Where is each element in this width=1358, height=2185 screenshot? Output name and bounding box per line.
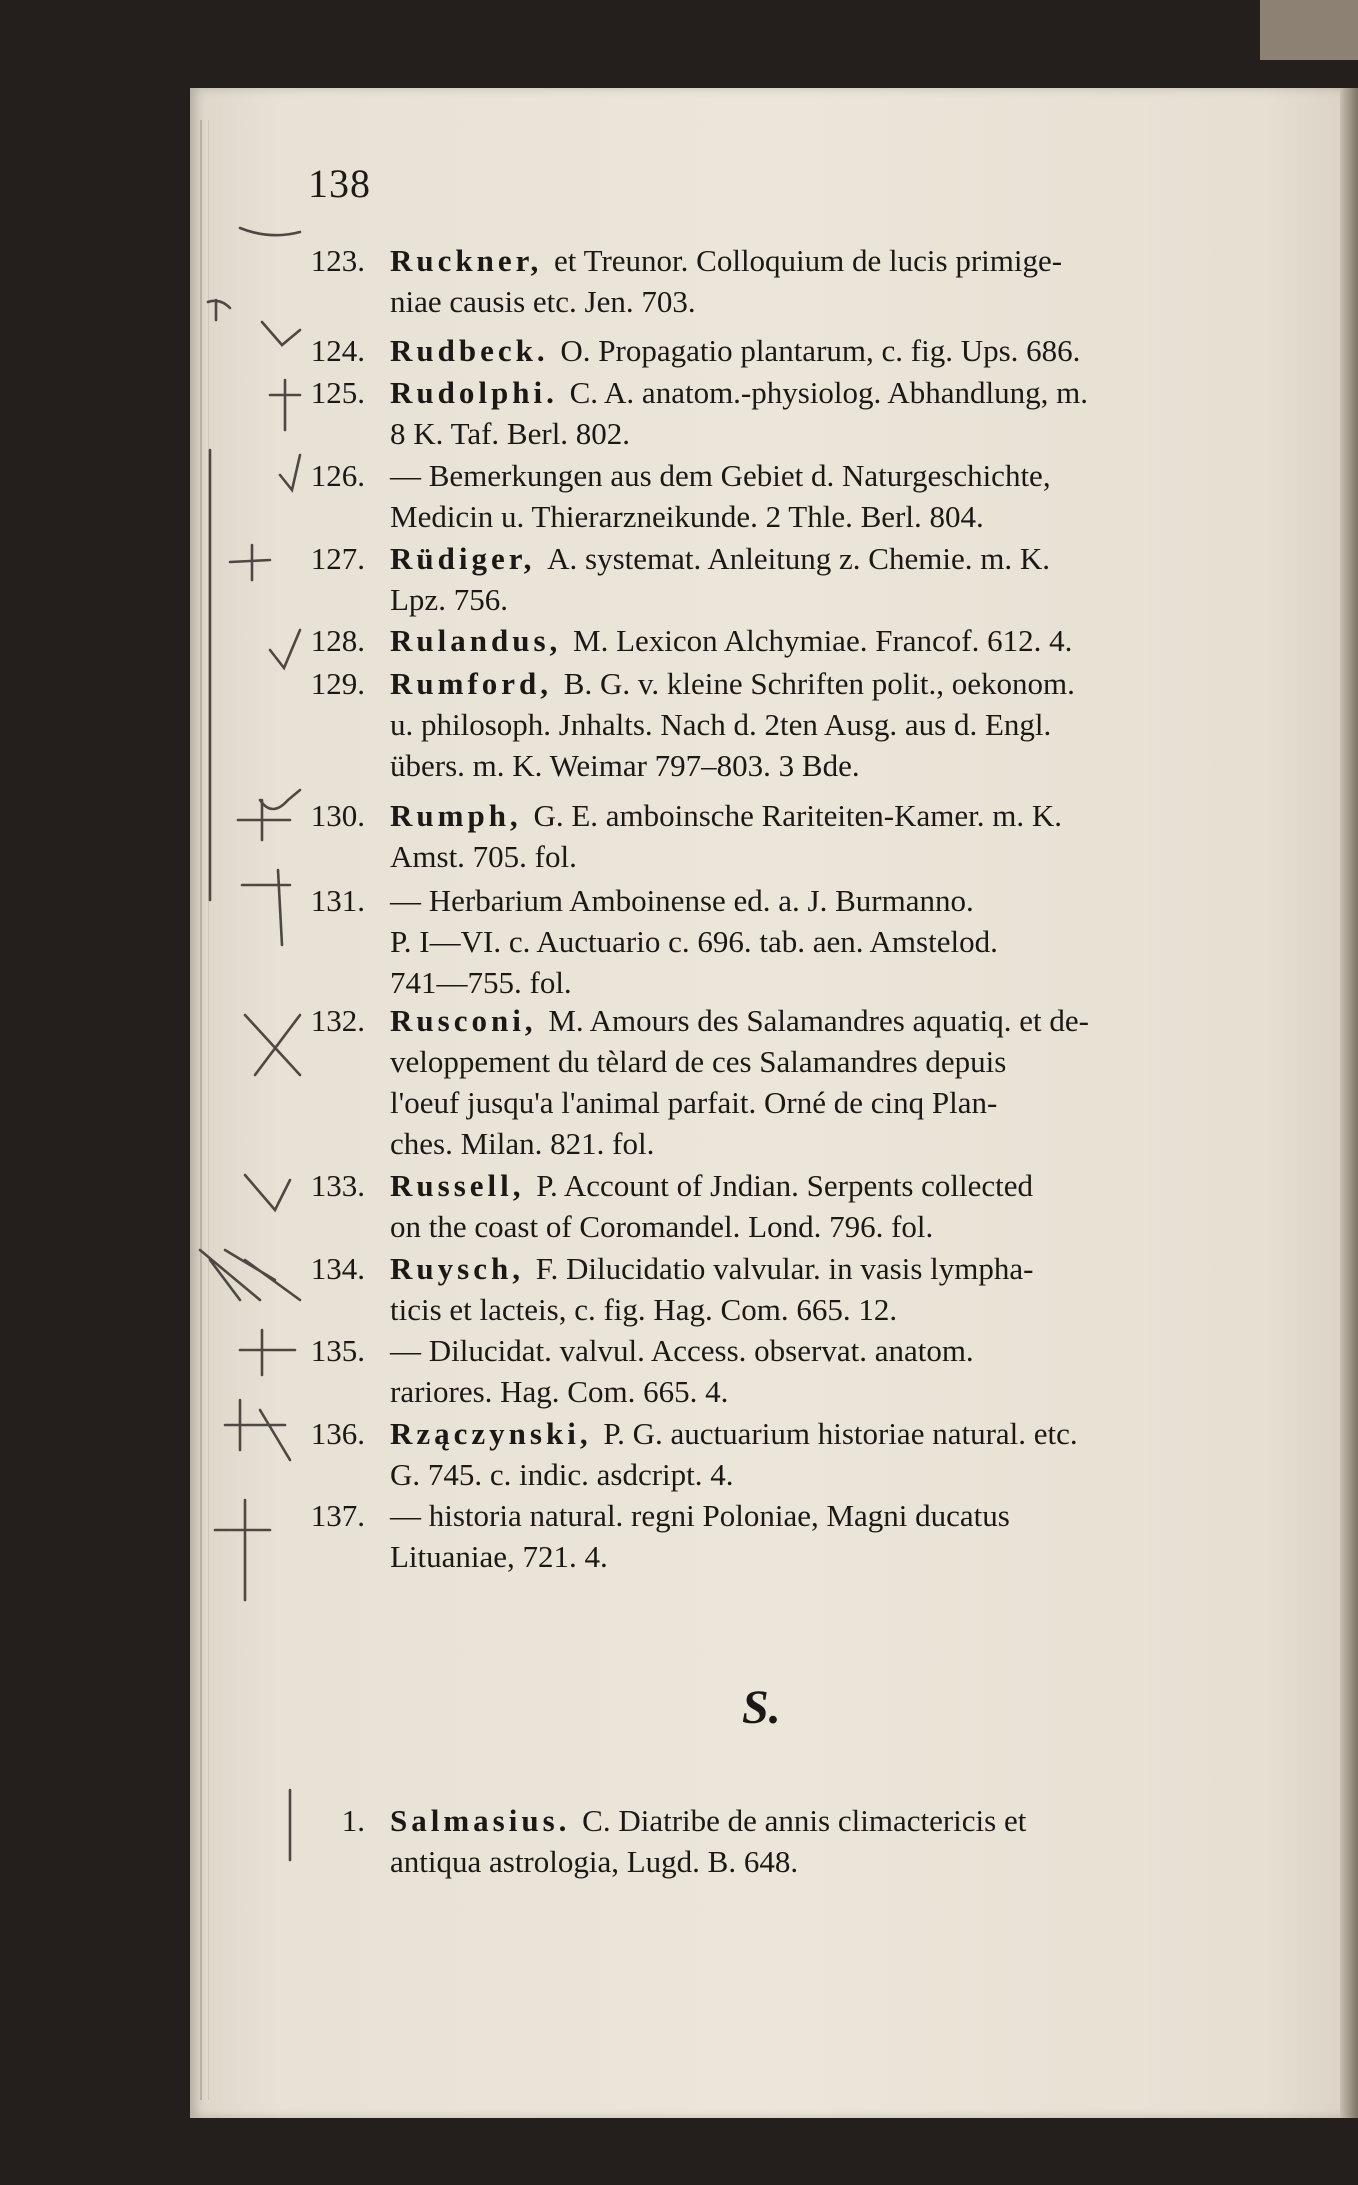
entry-line [390, 962, 572, 1003]
entry-text: Medicin u. Thierarzneikunde. 2 Thle. Berl. 804. [390, 499, 984, 534]
entry-line [390, 579, 508, 620]
entry-number: 131. [310, 883, 365, 918]
entry-text: Lituaniae, 721. 4. [390, 1539, 608, 1574]
entry-number: 123. [310, 243, 365, 278]
entry-line [390, 1165, 1033, 1206]
entry-author: Ruckner, [390, 243, 555, 278]
entry-number: 132. [310, 1003, 365, 1038]
entry-author: Salmasius. [390, 1803, 583, 1838]
entry-line [390, 1841, 798, 1882]
entry-text: P. G. auctuarium historiae natural. etc. [603, 1416, 1078, 1451]
entry-line [390, 1289, 897, 1330]
entry-text: G. E. amboinsche Rariteiten-Kamer. m. K. [533, 798, 1063, 833]
entry-line [390, 281, 696, 322]
entry-author: Rudbeck. [390, 333, 561, 368]
entry-text: A. systemat. Anleitung z. Chemie. m. K. [547, 541, 1050, 576]
entry-line [390, 1495, 1010, 1536]
entry-text: P. I—VI. c. Auctuario c. 696. tab. aen. Amstelod. [390, 924, 998, 959]
entry-text: Lpz. 756. [390, 582, 508, 617]
entry-author: Rüdiger, [390, 541, 548, 576]
entry-text: l'oeuf jusqu'a l'animal parfait. Orné de cinq Plan- [390, 1085, 998, 1120]
entry-text: — Bemerkungen aus dem Gebiet d. Naturgeschichte, [390, 458, 1051, 493]
entry-author: Ruysch, [390, 1251, 536, 1286]
entry-text: P. Account of Jndian. Serpents collected [536, 1168, 1034, 1203]
entry-line [390, 1248, 1033, 1289]
entry-line [390, 455, 1051, 496]
entry-text: B. G. v. kleine Schriften polit., oekonom. [563, 666, 1075, 701]
entry-author: Rumford, [390, 666, 564, 701]
entry-text: F. Dilucidatio valvular. in vasis lympha- [535, 1251, 1034, 1286]
entry-text: rariores. Hag. Com. 665. 4. [390, 1374, 729, 1409]
entry-line [390, 1371, 728, 1412]
entry-text: übers. m. K. Weimar 797–803. 3 Bde. [390, 748, 860, 783]
section-heading: S. [742, 1681, 781, 1734]
entry-text: — historia natural. regni Poloniae, Magni ducatus [390, 1498, 1010, 1533]
entry-line [390, 836, 577, 877]
entry-line [390, 1206, 933, 1247]
entry-line [390, 1041, 1006, 1082]
entry-line [390, 240, 1062, 281]
entry-number: 124. [310, 333, 365, 368]
entry-number: 130. [310, 798, 365, 833]
entry-line [390, 1123, 654, 1164]
entry-line [390, 1454, 734, 1495]
entry-text: M. Amours des Salamandres aquatiq. et de- [548, 1003, 1089, 1038]
binding-fold [200, 120, 209, 2100]
entry-text: ches. Milan. 821. fol. [390, 1126, 655, 1161]
entry-text: M. Lexicon Alchymiae. Francof. 612. 4. [573, 623, 1073, 658]
entry-text: G. 745. c. indic. asdcript. 4. [390, 1457, 734, 1492]
entry-author: Rzączynski, [390, 1416, 604, 1451]
entry-number: 133. [310, 1168, 365, 1203]
entry-number: 1. [341, 1803, 365, 1838]
page-edge [1340, 88, 1358, 2118]
entry-text: on the coast of Coromandel. Lond. 796. fol. [390, 1209, 934, 1244]
entry-line [390, 372, 1088, 413]
entry-line [390, 330, 1080, 371]
entry-line [390, 1082, 997, 1123]
entry-text: et Treunor. Colloquium de lucis primige- [554, 243, 1063, 278]
entry-line [390, 663, 1075, 704]
entry-number: 134. [310, 1251, 365, 1286]
entry-text: Amst. 705. fol. [390, 839, 577, 874]
entry-number: 135. [310, 1333, 365, 1368]
entry-author: Rudolphi. [390, 375, 570, 410]
entry-text: ticis et lacteis, c. fig. Hag. Com. 665. 12. [390, 1292, 898, 1327]
entry-line [390, 1000, 1089, 1041]
entry-line [390, 496, 984, 537]
entry-line [390, 1413, 1078, 1454]
entry-text: 8 K. Taf. Berl. 802. [390, 416, 631, 451]
entry-text: — Herbarium Amboinense ed. a. J. Burmanno. [390, 883, 974, 918]
entry-line [390, 795, 1062, 836]
entry-text: veloppement du tèlard de ces Salamandres depuis [390, 1044, 1007, 1079]
entry-line [390, 880, 974, 921]
entry-line [390, 745, 860, 786]
entry-line [390, 538, 1050, 579]
entry-line [390, 1536, 608, 1577]
entry-number: 129. [310, 666, 365, 701]
entry-number: 125. [310, 375, 365, 410]
entry-text: niae causis etc. Jen. 703. [390, 284, 696, 319]
entry-author: Rulandus, [390, 623, 574, 658]
entry-number: 137. [310, 1498, 365, 1533]
entry-text: antiqua astrologia, Lugd. B. 648. [390, 1844, 799, 1879]
entry-line [390, 1800, 1026, 1841]
entry-line [390, 413, 630, 454]
entry-number: 136. [310, 1416, 365, 1451]
entry-text: 741—755. fol. [390, 965, 572, 1000]
entry-author: Rumph, [390, 798, 534, 833]
entry-text: O. Propagatio plantarum, c. fig. Ups. 686. [560, 333, 1081, 368]
entry-number: 126. [310, 458, 365, 493]
entry-text: u. philosoph. Jnhalts. Nach d. 2ten Ausg. aus d. Engl. [390, 707, 1052, 742]
entry-text: C. Diatribe de annis climactericis et [582, 1803, 1027, 1838]
entry-text: — Dilucidat. valvul. Access. observat. anatom. [390, 1333, 974, 1368]
entry-line [390, 921, 998, 962]
entry-author: Russell, [390, 1168, 537, 1203]
adjacent-page-corner [1260, 0, 1358, 60]
page-number: 138 [308, 161, 371, 206]
entry-author: Rusconi, [390, 1003, 549, 1038]
entry-number: 127. [310, 541, 365, 576]
entry-number: 128. [310, 623, 365, 658]
entry-text: C. A. anatom.-physiolog. Abhandlung, m. [569, 375, 1088, 410]
entry-line [390, 704, 1051, 745]
entry-line [390, 620, 1072, 661]
entry-line [390, 1330, 974, 1371]
